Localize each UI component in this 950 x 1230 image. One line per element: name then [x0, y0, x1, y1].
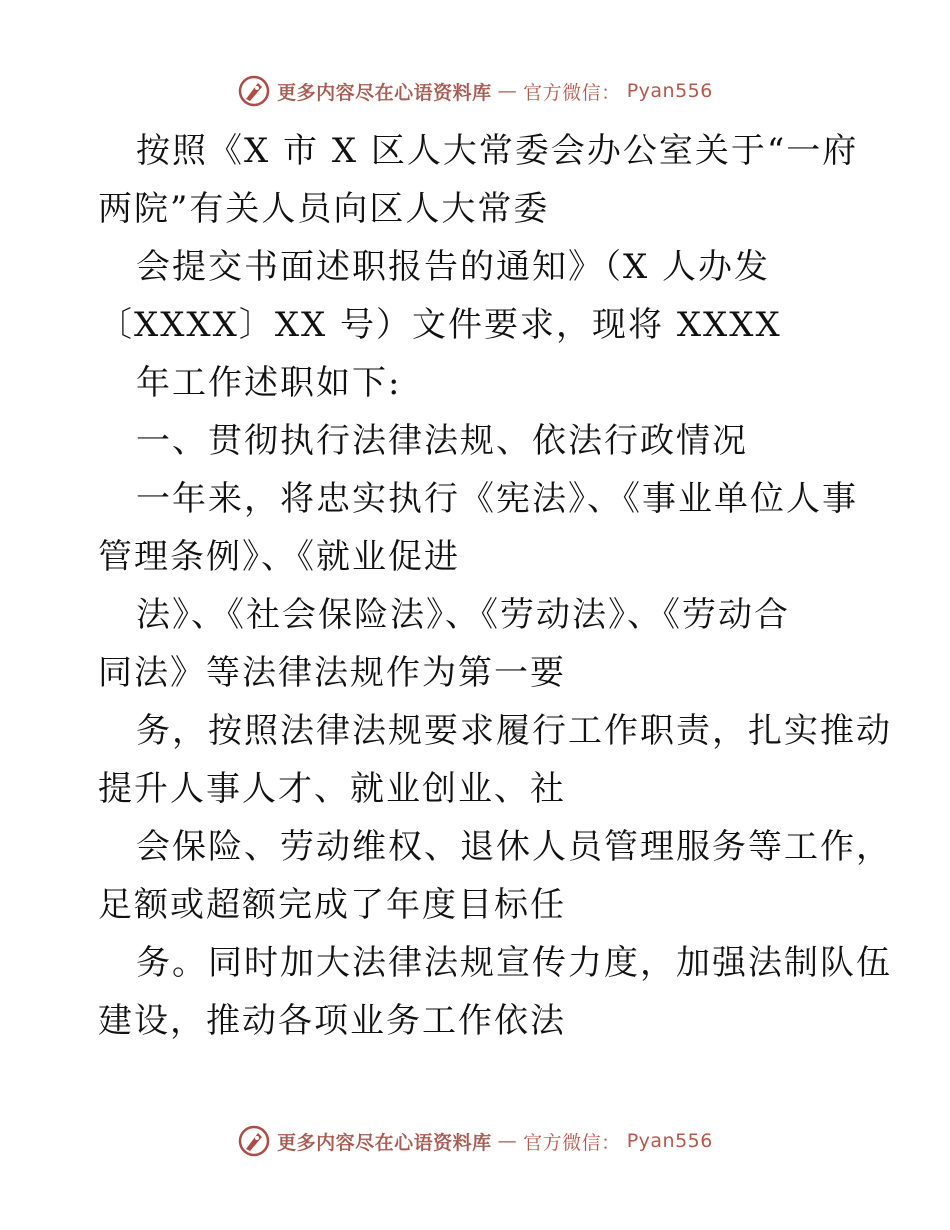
document-body: [98, 122, 892, 1050]
body-line: 法》、《社会保险法》、《劳动法》、《劳动合: [136, 595, 790, 635]
watermark-dash: —: [497, 80, 518, 102]
body-line: 管理条例》、《就业促进: [98, 537, 460, 577]
body-line: 会提交书面述职报告的通知》（X 人办发: [136, 247, 771, 287]
body-line: 两院”有关人员向区人大常委: [98, 189, 550, 229]
body-line: 按照《X 市 X 区人大常委会办公室关于“一府: [136, 131, 859, 171]
watermark-wechat-label: 官方微信：: [523, 81, 621, 104]
body-line: 建设，推动各项业务工作依法: [98, 1001, 566, 1041]
body-line: 足额或超额完成了年度目标任: [98, 885, 566, 925]
watermark-wechat-label: 官方微信：: [523, 1131, 621, 1154]
body-line: 一年来，将忠实执行《宪法》、《事业单位人事: [136, 479, 858, 519]
body-line: 务，按照法律法规要求履行工作职责，扎实推动: [136, 711, 892, 751]
watermark-wechat-id: Pyan556: [626, 80, 713, 102]
watermark-wechat-id: Pyan556: [626, 1130, 713, 1152]
watermark-text: 更多内容尽在心语资料库: [277, 81, 492, 104]
body-line: 会保险、劳动维权、退休人员管理服务等工作，: [136, 827, 892, 867]
watermark-dash: —: [497, 1130, 518, 1152]
header-watermark: [0, 74, 950, 108]
body-line: 年工作述职如下:: [136, 363, 402, 403]
body-line: 务。同时加大法律法规宣传力度，加强法制队伍: [136, 943, 892, 983]
body-line: 〔XXXX〕XX 号）文件要求，现将 XXXX: [98, 305, 782, 345]
footer-watermark: [0, 1124, 950, 1158]
pen-nib-circle-icon: [237, 74, 271, 108]
pen-nib-circle-icon: [237, 1124, 271, 1158]
body-line: 提升人事人才、就业创业、社: [98, 769, 566, 809]
watermark-text: 更多内容尽在心语资料库: [277, 1131, 492, 1154]
body-line: 同法》等法律法规作为第一要: [98, 653, 566, 693]
section-heading: 一、贯彻执行法律法规、依法行政情况: [136, 421, 748, 461]
